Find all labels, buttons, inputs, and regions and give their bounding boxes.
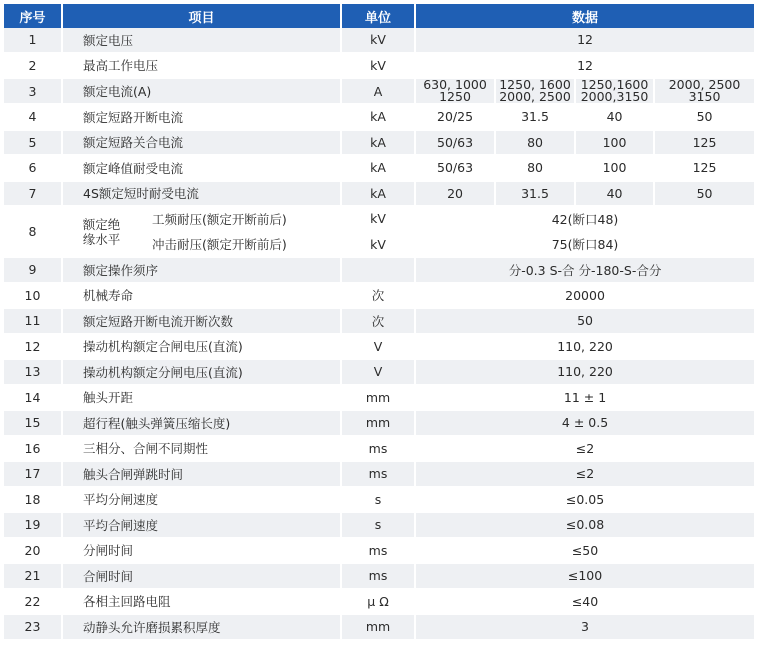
row-value-4: 50	[654, 181, 754, 207]
row-item: 各相主回路电阻	[62, 589, 341, 615]
row-value-4: 125	[654, 130, 754, 156]
row-unit	[341, 257, 415, 283]
row-item: 分闸时间	[62, 538, 341, 564]
row-unit: kA	[341, 130, 415, 156]
table-row	[4, 130, 754, 156]
table-row	[4, 283, 754, 309]
row-value: ≤50	[415, 538, 754, 564]
row-value: 3	[415, 614, 754, 640]
row-value: ≤2	[415, 461, 754, 487]
row-value: 12	[415, 28, 754, 53]
table-row	[4, 155, 754, 181]
row-value-3: 40	[575, 104, 654, 130]
spec-table	[4, 4, 754, 641]
row-item: 额定电压	[62, 28, 341, 53]
row-value: 110, 220	[415, 334, 754, 360]
row-value: 20000	[415, 283, 754, 309]
row-value-3: 1250,1600 2000,3150	[575, 78, 654, 104]
row-item: 额定短路开断电流开断次数	[62, 308, 341, 334]
row-item: 冲击耐压(额定开断前后)	[141, 232, 341, 258]
row-value-1: 630, 1000 1250	[415, 78, 495, 104]
row-value: ≤2	[415, 436, 754, 462]
row-value: ≤100	[415, 563, 754, 589]
row-item: 平均分闸速度	[62, 487, 341, 513]
row-no: 14	[4, 385, 62, 411]
row-unit: 次	[341, 283, 415, 309]
row-item: 平均合闸速度	[62, 512, 341, 538]
row-value-1: 50/63	[415, 130, 495, 156]
row-item: 额定短路开断电流	[62, 104, 341, 130]
row-no: 10	[4, 283, 62, 309]
row-item: 触头开距	[62, 385, 341, 411]
row-unit: V	[341, 334, 415, 360]
row-item: 额定操作须序	[62, 257, 341, 283]
table-row	[4, 181, 754, 207]
row-unit: kV	[341, 53, 415, 79]
header-data: 数据	[415, 4, 754, 28]
row-unit: kV	[341, 232, 415, 258]
row-no: 13	[4, 359, 62, 385]
table-row	[4, 487, 754, 513]
row-no: 4	[4, 104, 62, 130]
row-item: 工频耐压(额定开断前后)	[141, 206, 341, 232]
row-no: 22	[4, 589, 62, 615]
table-row	[4, 28, 754, 53]
table-row	[4, 359, 754, 385]
table-row	[4, 53, 754, 79]
row-value-1: 50/63	[415, 155, 495, 181]
table-row	[4, 512, 754, 538]
header-item: 项目	[62, 4, 341, 28]
row-value-2: 31.5	[495, 104, 575, 130]
table-body	[4, 28, 754, 640]
row-item: 最高工作电压	[62, 53, 341, 79]
row-value-4: 50	[654, 104, 754, 130]
row-value: 12	[415, 53, 754, 79]
table-row	[4, 385, 754, 411]
row-unit: kA	[341, 104, 415, 130]
row-value: 50	[415, 308, 754, 334]
row-no: 20	[4, 538, 62, 564]
row-item: 操动机构额定分闸电压(直流)	[62, 359, 341, 385]
row-unit: μ Ω	[341, 589, 415, 615]
row-unit: V	[341, 359, 415, 385]
row-value-1: 20/25	[415, 104, 495, 130]
row-item: 额定电流(A)	[62, 78, 341, 104]
row-unit: ms	[341, 538, 415, 564]
row-unit: ms	[341, 461, 415, 487]
row-value: ≤40	[415, 589, 754, 615]
row-no: 15	[4, 410, 62, 436]
row-value: ≤0.08	[415, 512, 754, 538]
row-value-2: 31.5	[495, 181, 575, 207]
row-value: ≤0.05	[415, 487, 754, 513]
table-row	[4, 461, 754, 487]
row-value-2: 80	[495, 130, 575, 156]
table-row	[4, 614, 754, 640]
row-no: 5	[4, 130, 62, 156]
row-item: 机械寿命	[62, 283, 341, 309]
row-item: 动静头允许磨损累积厚度	[62, 614, 341, 640]
row-unit: s	[341, 512, 415, 538]
row-item: 额定短路关合电流	[62, 130, 341, 156]
row-no: 3	[4, 78, 62, 104]
row-unit: kA	[341, 155, 415, 181]
row-no: 8	[4, 206, 62, 257]
row-unit: mm	[341, 614, 415, 640]
table-row	[4, 78, 754, 104]
row-no: 6	[4, 155, 62, 181]
row-unit: mm	[341, 410, 415, 436]
row-no: 9	[4, 257, 62, 283]
row-value: 42(断口48)	[415, 206, 754, 232]
row-value-4: 125	[654, 155, 754, 181]
row-value-3: 100	[575, 155, 654, 181]
row-value-2: 1250, 1600 2000, 2500	[495, 78, 575, 104]
row-no: 7	[4, 181, 62, 207]
row-no: 16	[4, 436, 62, 462]
row-unit: ms	[341, 436, 415, 462]
row-unit: mm	[341, 385, 415, 411]
header-unit: 单位	[341, 4, 415, 28]
row-no: 18	[4, 487, 62, 513]
table-row	[4, 257, 754, 283]
header-no: 序号	[4, 4, 62, 28]
table-row	[4, 206, 754, 232]
row-unit: kA	[341, 181, 415, 207]
row-no: 1	[4, 28, 62, 53]
row-no: 21	[4, 563, 62, 589]
row-item: 触头合闸弹跳时间	[62, 461, 341, 487]
row-group-label: 额定绝 缘水平	[62, 206, 141, 257]
row-item: 操动机构额定合闸电压(直流)	[62, 334, 341, 360]
row-value-2: 80	[495, 155, 575, 181]
table-row	[4, 563, 754, 589]
row-no: 19	[4, 512, 62, 538]
row-item: 三相分、合闸不同期性	[62, 436, 341, 462]
row-value: 4 ± 0.5	[415, 410, 754, 436]
table-row	[4, 308, 754, 334]
row-value-3: 100	[575, 130, 654, 156]
row-no: 12	[4, 334, 62, 360]
row-value: 分-0.3 S-合 分-180-S-合分	[415, 257, 754, 283]
row-no: 17	[4, 461, 62, 487]
row-unit: kV	[341, 28, 415, 53]
row-unit: ms	[341, 563, 415, 589]
table-row	[4, 104, 754, 130]
row-value-4: 2000, 2500 3150	[654, 78, 754, 104]
row-value: 75(断口84)	[415, 232, 754, 258]
row-no: 23	[4, 614, 62, 640]
row-value-1: 20	[415, 181, 495, 207]
table-row	[4, 410, 754, 436]
table-row	[4, 436, 754, 462]
row-item: 合闸时间	[62, 563, 341, 589]
table-row	[4, 334, 754, 360]
row-value-3: 40	[575, 181, 654, 207]
row-unit: A	[341, 78, 415, 104]
row-value: 11 ± 1	[415, 385, 754, 411]
row-item: 4S额定短时耐受电流	[62, 181, 341, 207]
row-item: 额定峰值耐受电流	[62, 155, 341, 181]
row-item: 超行程(触头弹簧压缩长度)	[62, 410, 341, 436]
table-row	[4, 589, 754, 615]
table-row	[4, 538, 754, 564]
row-unit: s	[341, 487, 415, 513]
row-value: 110, 220	[415, 359, 754, 385]
row-unit: kV	[341, 206, 415, 232]
table-header-row	[4, 4, 754, 28]
row-no: 2	[4, 53, 62, 79]
row-unit: 次	[341, 308, 415, 334]
row-no: 11	[4, 308, 62, 334]
